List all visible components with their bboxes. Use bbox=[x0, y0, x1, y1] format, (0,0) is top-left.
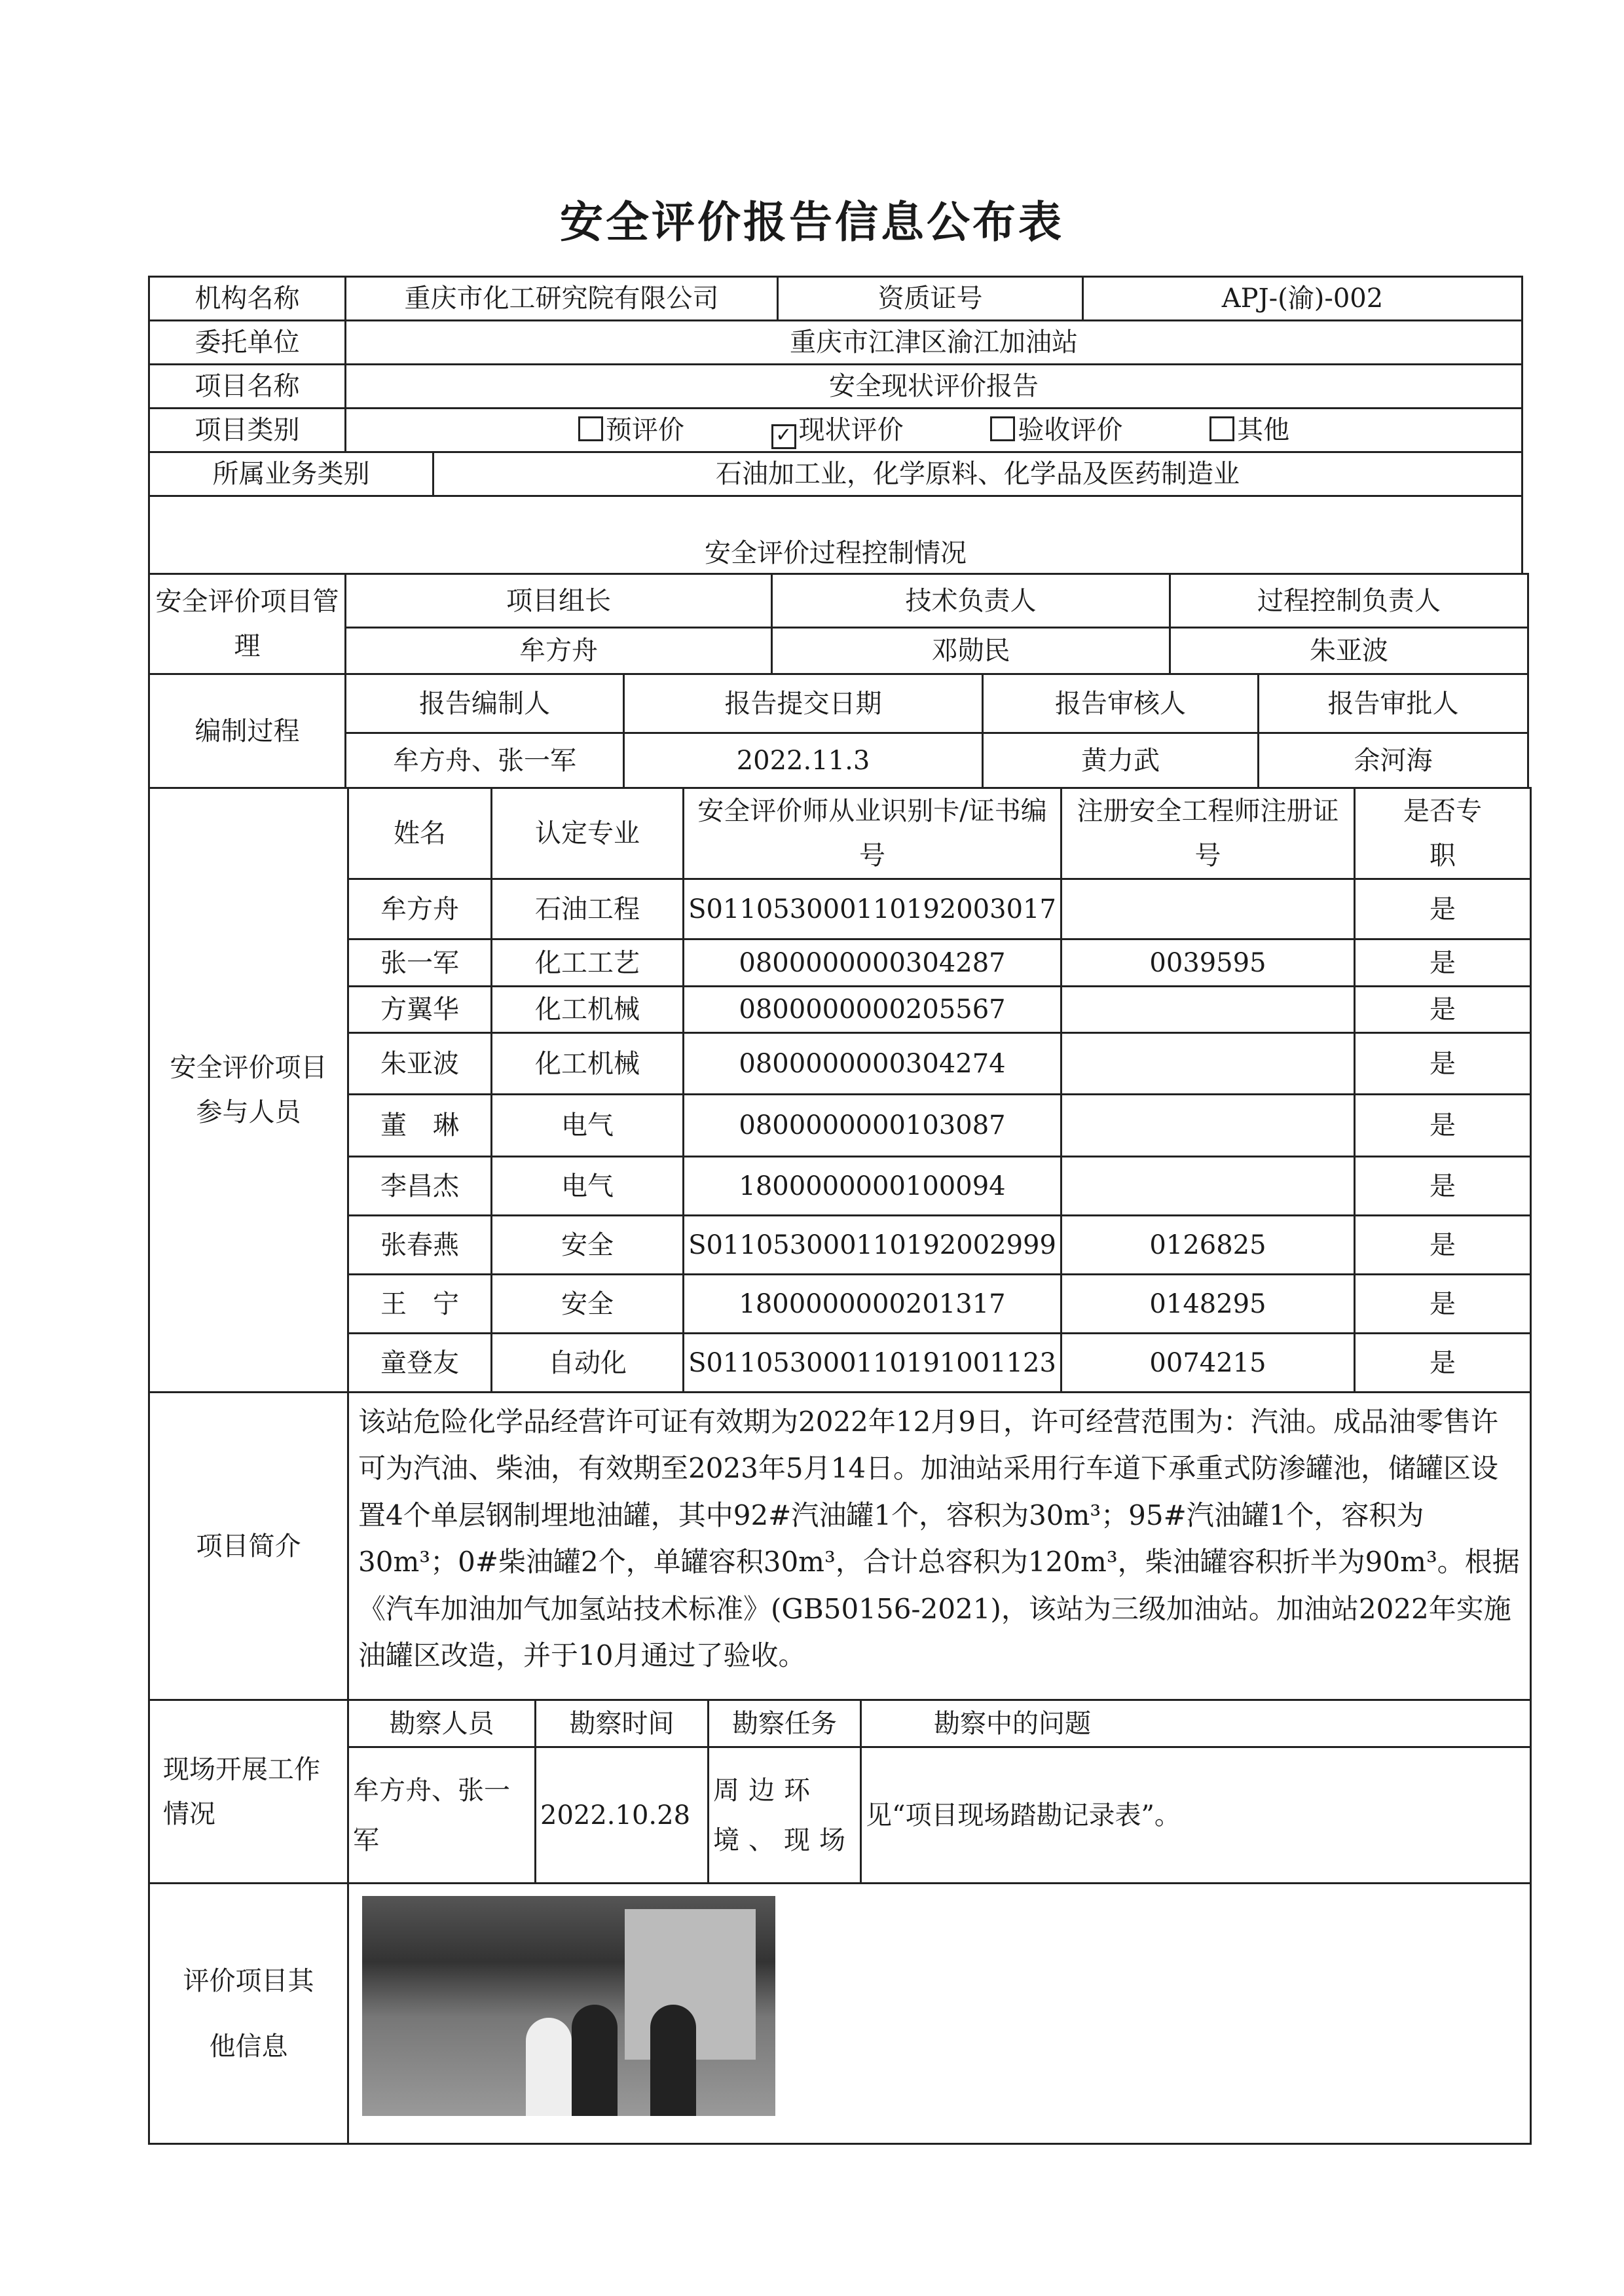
participant-fulltime: 是 bbox=[1355, 1157, 1531, 1216]
intro-label: 项目简介 bbox=[149, 1393, 348, 1700]
site-header: 勘察任务 bbox=[709, 1700, 861, 1747]
compile-table bbox=[148, 673, 1529, 789]
form-body bbox=[148, 276, 1530, 2145]
participant-reg-no: 0039595 bbox=[1061, 939, 1355, 987]
participants-header: 安全评价师从业识别卡/证书编号 bbox=[684, 788, 1061, 879]
client-row bbox=[149, 321, 1522, 365]
participants-rows bbox=[149, 788, 1531, 1393]
checkbox-checked-icon[interactable]: ✓ bbox=[771, 424, 796, 449]
option-label: 其他 bbox=[1237, 415, 1290, 445]
participant-name: 牟方舟 bbox=[348, 879, 492, 939]
business-row bbox=[149, 452, 1522, 496]
participant-name: 张一军 bbox=[348, 939, 492, 987]
org-label: 机构名称 bbox=[149, 277, 346, 321]
participant-row bbox=[149, 879, 1531, 939]
client-value: 重庆市江津区渝江加油站 bbox=[346, 321, 1522, 365]
participant-card-no: 0800000000304274 bbox=[684, 1033, 1061, 1095]
photo-person bbox=[650, 2005, 696, 2116]
participants-header: 姓名 bbox=[348, 788, 492, 879]
participant-row bbox=[149, 939, 1531, 987]
checkbox-icon[interactable] bbox=[1209, 416, 1234, 441]
photo-person bbox=[526, 2018, 572, 2116]
participant-row bbox=[149, 1275, 1531, 1334]
participant-major: 自动化 bbox=[492, 1334, 684, 1393]
participant-card-no: 0800000000205567 bbox=[684, 987, 1061, 1033]
cert-value: APJ-(渝)-002 bbox=[1083, 277, 1522, 321]
option-label: 预评价 bbox=[605, 415, 684, 445]
participant-fulltime: 是 bbox=[1355, 1275, 1531, 1334]
participant-major: 电气 bbox=[492, 1157, 684, 1216]
site-header: 勘察时间 bbox=[536, 1700, 709, 1747]
participant-name: 童登友 bbox=[348, 1334, 492, 1393]
project-type-options bbox=[346, 409, 1522, 452]
participant-reg-no bbox=[1061, 879, 1355, 939]
org-row bbox=[149, 277, 1522, 321]
checkbox-icon[interactable] bbox=[578, 416, 603, 441]
participant-major: 化工工艺 bbox=[492, 939, 684, 987]
site-value: 2022.10.28 bbox=[536, 1747, 709, 1884]
management-header: 过程控制负责人 bbox=[1170, 574, 1528, 628]
compile-header: 报告审核人 bbox=[983, 674, 1259, 733]
participant-row bbox=[149, 987, 1531, 1033]
option-status-eval[interactable] bbox=[771, 410, 904, 450]
participant-card-no: S011053000110192003017 bbox=[684, 879, 1061, 939]
participant-reg-no bbox=[1061, 987, 1355, 1033]
participants-header: 是否专职 bbox=[1355, 788, 1531, 879]
participant-card-no: 1800000000201317 bbox=[684, 1275, 1061, 1334]
participant-row bbox=[149, 1216, 1531, 1275]
participant-reg-no bbox=[1061, 1095, 1355, 1157]
participant-name: 朱亚波 bbox=[348, 1033, 492, 1095]
participants-table bbox=[148, 787, 1532, 1393]
participant-name: 李昌杰 bbox=[348, 1157, 492, 1216]
compile-value: 2022.11.3 bbox=[624, 733, 983, 788]
participant-row bbox=[149, 1095, 1531, 1157]
site-value: 牟方舟、张一军 bbox=[348, 1747, 536, 1884]
management-value: 朱亚波 bbox=[1170, 628, 1528, 674]
participant-reg-no: 0148295 bbox=[1061, 1275, 1355, 1334]
business-label: 所属业务类别 bbox=[149, 452, 434, 496]
participant-fulltime: 是 bbox=[1355, 1095, 1531, 1157]
intro-table bbox=[148, 1391, 1532, 1701]
other-label: 评价项目其他信息 bbox=[149, 1884, 348, 2144]
participant-row bbox=[149, 1033, 1531, 1095]
site-value: 见“项目现场踏勘记录表”。 bbox=[861, 1747, 1531, 1884]
participant-fulltime: 是 bbox=[1355, 1033, 1531, 1095]
participants-header: 认定专业 bbox=[492, 788, 684, 879]
site-header: 勘察中的问题 bbox=[861, 1700, 1531, 1747]
project-type-row bbox=[149, 409, 1522, 452]
project-type-label: 项目类别 bbox=[149, 409, 346, 452]
participant-reg-no: 0126825 bbox=[1061, 1216, 1355, 1275]
info-table-top bbox=[148, 276, 1523, 575]
org-value: 重庆市化工研究院有限公司 bbox=[346, 277, 778, 321]
compile-header: 报告提交日期 bbox=[624, 674, 983, 733]
participant-fulltime: 是 bbox=[1355, 1334, 1531, 1393]
participant-major: 石油工程 bbox=[492, 879, 684, 939]
management-header: 技术负责人 bbox=[772, 574, 1170, 628]
site-value: 周边环境、现场 bbox=[709, 1747, 861, 1884]
management-value: 牟方舟 bbox=[346, 628, 772, 674]
participant-card-no: S011053000110192002999 bbox=[684, 1216, 1061, 1275]
option-other[interactable] bbox=[1209, 410, 1289, 450]
option-label: 验收评价 bbox=[1018, 415, 1123, 445]
management-label: 安全评价项目管理 bbox=[149, 574, 346, 674]
participant-fulltime: 是 bbox=[1355, 939, 1531, 987]
participant-card-no: 0800000000103087 bbox=[684, 1095, 1061, 1157]
compile-value: 余河海 bbox=[1259, 733, 1528, 788]
participant-name: 张春燕 bbox=[348, 1216, 492, 1275]
intro-text: 该站危险化学品经营许可证有效期为2022年12月9日，许可经营范围为：汽油。成品油零售许可为汽油、柴油，有效期至2023年5月14日。加油站采用行车道下承重式防渗罐池，储罐区设置4个单层钢制埋地油罐，其中92#汽油罐1个，容积为30m³；95#汽油罐1个，容积为30m³；0#柴油罐2个，单罐容积30m³，合计总容积为120m³，柴油罐容积折半为90m³。根据《汽车加油加气加氢站技术标准》(GB50156-2021)，该站为三级加油站。加油站2022年实施油罐区改造，并于10月通过了验收。 bbox=[348, 1393, 1531, 1700]
site-header: 勘察人员 bbox=[348, 1700, 536, 1747]
participant-row bbox=[149, 1334, 1531, 1393]
participant-name: 王 宁 bbox=[348, 1275, 492, 1334]
participants-header: 注册安全工程师注册证号 bbox=[1061, 788, 1355, 879]
management-header: 项目组长 bbox=[346, 574, 772, 628]
participant-card-no: 0800000000304287 bbox=[684, 939, 1061, 987]
compile-value: 黄力武 bbox=[983, 733, 1259, 788]
project-name-label: 项目名称 bbox=[149, 365, 346, 409]
participant-name: 董 琳 bbox=[348, 1095, 492, 1157]
participant-major: 化工机械 bbox=[492, 987, 684, 1033]
site-photo bbox=[362, 1896, 775, 2116]
participant-reg-no: 0074215 bbox=[1061, 1334, 1355, 1393]
management-value: 邓勋民 bbox=[772, 628, 1170, 674]
participant-major: 化工机械 bbox=[492, 1033, 684, 1095]
site-label: 现场开展工作情况 bbox=[149, 1700, 348, 1884]
participants-label: 安全评价项目参与人员 bbox=[149, 788, 348, 1393]
management-table bbox=[148, 573, 1529, 675]
participant-fulltime: 是 bbox=[1355, 1216, 1531, 1275]
project-name-row bbox=[149, 365, 1522, 409]
participant-reg-no bbox=[1061, 1033, 1355, 1095]
compile-header: 报告审批人 bbox=[1259, 674, 1528, 733]
participant-major: 安全 bbox=[492, 1216, 684, 1275]
participant-name: 方翼华 bbox=[348, 987, 492, 1033]
checkbox-icon[interactable] bbox=[990, 416, 1015, 441]
other-table bbox=[148, 1882, 1532, 2145]
compile-value: 牟方舟、张一军 bbox=[346, 733, 624, 788]
option-acceptance-eval[interactable] bbox=[990, 410, 1122, 450]
participant-reg-no bbox=[1061, 1157, 1355, 1216]
participant-major: 安全 bbox=[492, 1275, 684, 1334]
participant-row bbox=[149, 1157, 1531, 1216]
process-heading-row bbox=[149, 496, 1522, 574]
cert-label: 资质证号 bbox=[778, 277, 1083, 321]
option-pre-eval[interactable] bbox=[578, 410, 684, 450]
compile-header: 报告编制人 bbox=[346, 674, 624, 733]
participant-card-no: 1800000000100094 bbox=[684, 1157, 1061, 1216]
photo-person bbox=[572, 2005, 618, 2116]
site-table bbox=[148, 1699, 1532, 1884]
participant-fulltime: 是 bbox=[1355, 879, 1531, 939]
process-heading: 安全评价过程控制情况 bbox=[149, 496, 1522, 574]
business-value: 石油加工业，化学原料、化学品及医药制造业 bbox=[434, 452, 1522, 496]
participant-card-no: S011053000110191001123 bbox=[684, 1334, 1061, 1393]
participant-major: 电气 bbox=[492, 1095, 684, 1157]
client-label: 委托单位 bbox=[149, 321, 346, 365]
compile-label: 编制过程 bbox=[149, 674, 346, 788]
participant-fulltime: 是 bbox=[1355, 987, 1531, 1033]
project-name-value: 安全现状评价报告 bbox=[346, 365, 1522, 409]
page-title: 安全评价报告信息公布表 bbox=[560, 197, 1064, 247]
option-label: 现状评价 bbox=[798, 415, 904, 445]
